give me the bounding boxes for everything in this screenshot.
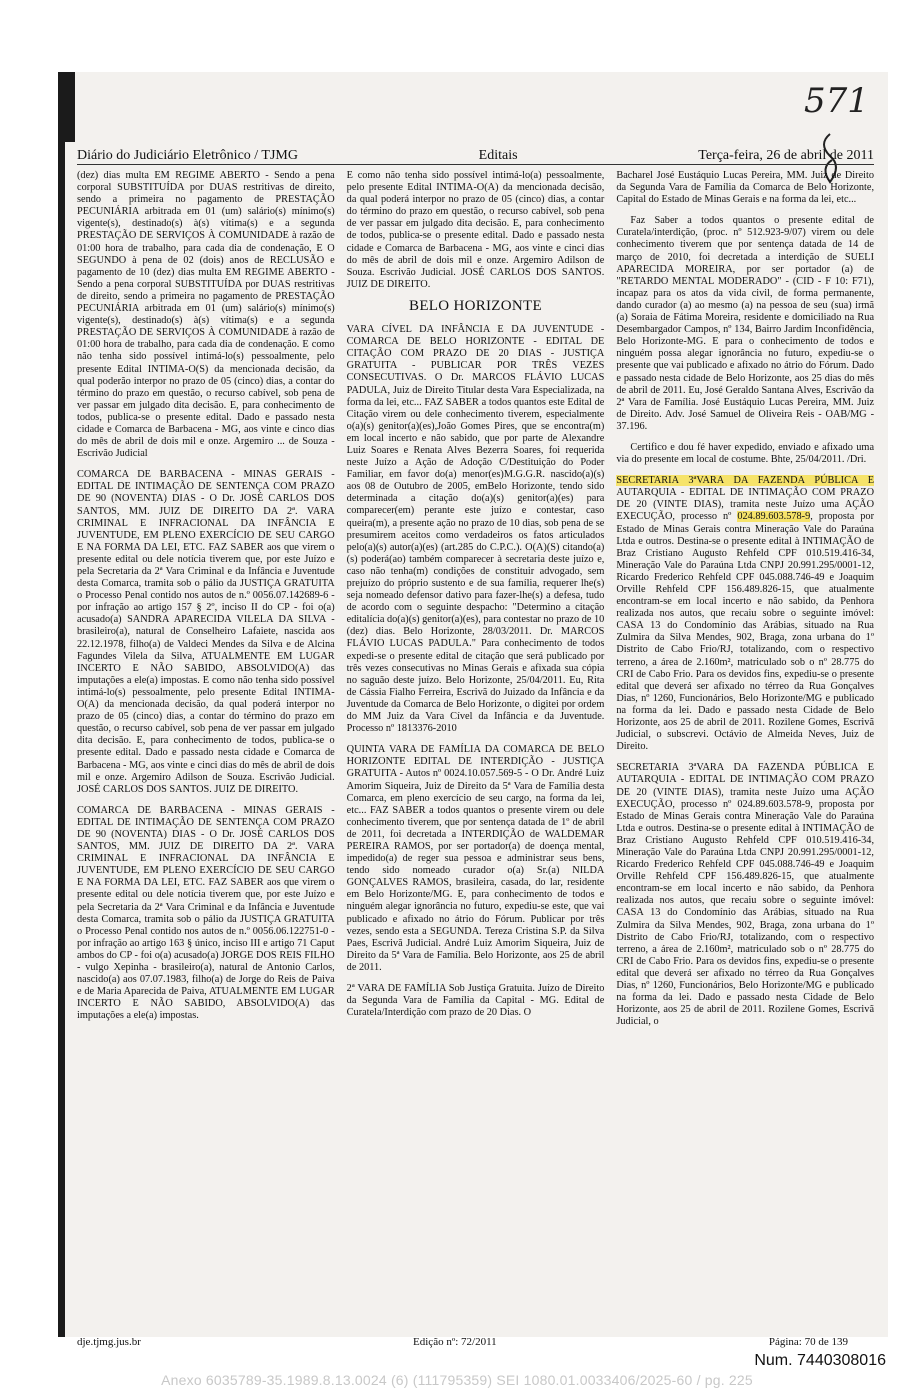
column-3: [616, 170, 874, 1320]
header-section: Editais: [478, 148, 518, 163]
edital-paragraph: E como não tenha sido possível intimá-lo(a) pessoalmente, pelo presente Edital INTIMA-O(A) da mencionada decisão, da qual poderá interpor no prazo de 05 (cinco) dias, a contar do término do prazo em questão, o recurso cabível, sob pena de ver passar em julgado dita decisão. E, para conhecimento de todos, publica-se o presente edital. Dado e passado nesta cidade e Comarca de Barbacena - MG, aos vinte e cinci dias do mês de abril de dois mil e onze. Argemiro Adilson de Souza. Escrivão Judicial. JOSÉ CARLOS DOS SANTOS. JUIZ DE DIREITO.: [346, 170, 605, 290]
edital-paragraph: COMARCA DE BARBACENA - MINAS GERAIS - EDITAL DE INTIMAÇÃO DE SENTENÇA COM PRAZO DE 90 (NOVENTA) DIAS - O Dr. JOSÉ CARLOS DOS SANTOS, MM. JUIZ DE DIREITO DA 2ª. VARA CRIMINAL E INFRACIONAL DA INFÂNCIA E JUVENTUDE, EM PLENO EXERCÍCIO DE SEU CARGO E NA FORMA DA LEI, ETC. FAZ SABER aos que virem o presente edital ou dele notícia tiverem que, por este Juízo e pela Secretaria da 2ª Vara Criminal e da Infância e Juventude desta Comarca, tramita sob o pálio da JUSTIÇA GRATUITA o Processo Penal contido nos autos de n.º 0056.06.122751-0 - por infração ao artigo 163 § único, inciso III e artigo 71 Caput ambos do CP - foi o(a) acusado(a) JORGE DOS REIS FILHO - vulgo Xepinha - brasileiro(a), natural de Antonio Carlos, nascido(a) aos 07.07.1983, filho(a) de Jorge do Reis de Paiva e de Maria Aparecida de Paiva, ATUALMENTE EM LUGAR INCERTO E NÃO SABIDO, ABSOLVIDO(A) das imputações a ele(a) impostas.: [77, 804, 335, 1022]
document-number-stamp: Num. 7440308016: [754, 1352, 886, 1369]
edital-paragraph: COMARCA DE BARBACENA - MINAS GERAIS - EDITAL DE INTIMAÇÃO DE SENTENÇA COM PRAZO DE 90 (NOVENTA) DIAS - O Dr. JOSÉ CARLOS DOS SANTOS, MM. JUIZ DE DIREITO DA 2ª. VARA CRIMINAL E INFRACIONAL DA INFÂNCIA E JUVENTUDE, EM PLENO EXERCÍCIO DE SEU CARGO E NA FORMA DA LEI, ETC. FAZ SABER aos que virem o presente edital ou dele notícia tiverem que, por este Juízo e pela Secretaria da 2ª Vara Criminal e da Infância e Juventude desta Comarca, tramita sob o pálio da JUSTIÇA GRATUITA o Processo Penal contido nos autos de n.º 0056.07.142689-6 - por infração ao artigo 157 § 2º, inciso II do CP - foi o(a) acusado(a) SANDRA APARECIDA VILELA DA SILVA - brasileiro(a), natural de Conselheiro Lafaiete, nascida aos 22.12.1978, filho(a) de Valdeci Mendes da Silva e de Alcina Fagundes Vilela da Silva, ATUALMENTE EM LUGAR INCERTO E NÃO SABIDO, ABSOLVIDO(A) das imputações a ele(a) impostas. E como não tenha sido possível intimá-lo(s) pessoalmente, pelo presente Edital INTIMA-O(A) da mencionada decisão, da qual poderá interpor no prazo de 05 (cinco) dias, a contar do término do prazo em questão, o recurso cabível, sob pena de ver passar em julgado dita decisão. E, para conhecimento de todos, publica-se o presente edital. Dado e passado nesta cidade e Comarca de Barbacena - MG, aos vinte e cinci dias do mês de abril de dois mil e onze. Argemiro Adilson de Souza. Escrivão Judicial. JOSÉ CARLOS DOS SANTOS. JUIZ DE DIREITO.: [77, 469, 335, 795]
edital-paragraph: VARA CÍVEL DA INFÂNCIA E DA JUVENTUDE - COMARCA DE BELO HORIZONTE - EDITAL DE CITAÇÃO COM PRAZO DE 20 DIAS - JUSTIÇA GRATUITA - PUBLICAR POR TRÊS VEZES CONSECUTIVAS. O Dr. MARCOS FLÁVIO LUCAS PADULA, Juiz de Direito Titular desta Vara Especializada, na forma da lei, etc... FAZ SABER a todos quantos este Edital de Citação virem ou dele conhecimento tiverem, especialmente o(a)(s) genitor(a)(es),João Gomes Pires, que se encontra(m) em local incerto e não sabido, que por parte de Alexandre Luiz Soares e Renata Alves Bezerra Soares, foi requerida neste Juízo a Ação de Adoção C/Destituição do Poder Familiar, em favor do(a) menor(es)M.G.G.R. nascido(a)(s) aos 08 de Outubro de 2005, emBelo Horizonte, tendo sido determinada a citação do(a)(s) genitor(a)(es) para comparecer(em) perante este juízo e contestar, caso queira(m), a presente ação no prazo de 10 dias, sob pena de se presumirem aceitos como verdadeiros os fatos articulados pelo(a)(s) autor(a)(es) (art.285 do C.P.C.). O(A)(S) citando(a)(s) poderá(ao) também comparecer à secretaria deste juízo e, caso não tenha(m) condições de constituir advogado, sem prejuízo do próprio sustento e de sua família, requerer lhe(s) seja nomeado defensor dativo para fazer-lhe(s) a defesa, tudo de acordo com o seguinte despacho: "Determino a citação editalícia do(a)(s) genitor(a)(es), para contestar no prazo de 10 (dez) dias. Belo Horizonte, 28/03/2011. Dr. MARCOS FLÁVIO LUCAS PADULA." Para conhecimento de todos expedi-se o presente edital de citação que será publicado por três vezes consecutivas no Minas Gerais e afixada sua cópia no saguão deste juízo. Belo Horizonte, 25/04/2011. Eu, Rita de Cássia Fialho Ferreira, Escrivã do Juizado da Infância e da Juventude da Comarca de Belo Horizonte, o digitei por ordem do MM Juiz da Vara Cível da Infância e da Juventude. Processo nº 1813376-2010: [346, 324, 605, 735]
page-header: [77, 144, 874, 165]
footer-edition: Edição nº: 72/2011: [413, 1336, 497, 1348]
edital-text: AUTARQUIA - EDITAL DE INTIMAÇÃO COM PRAZO DE 20 (VINTE DIAS), tramita neste Juízo uma AÇÃO EXECUÇÃO, processo nº: [616, 487, 875, 523]
scan-border-mark: [65, 72, 75, 142]
highlighted-heading: SECRETARIA 3ªVARA DA FAZENDA PÚBLICA E: [616, 475, 875, 487]
footer-page-number: Página: 70 de 139: [768, 1336, 848, 1348]
section-title: BELO HORIZONTE: [409, 297, 542, 314]
text-columns: [77, 170, 874, 1320]
highlighted-process-number: 024.89.603.578-9: [737, 511, 811, 523]
sei-reference-line: Anexo 6035789-35.1989.8.13.0024 (6) (111795359) SEI 1080.01.0033406/2025-60 / pg. 225: [161, 1372, 753, 1388]
edital-paragraph: 2ª VARA DE FAMÍLIA Sob Justiça Gratuita. Juízo de Direito da Segunda Vara de Família da Capital - MG. Edital de Curatela/Interdição com prazo de 20 Dias. O: [346, 983, 605, 1019]
edital-paragraph: (dez) dias multa EM REGIME ABERTO - Sendo a pena corporal SUBSTITUÍDA por DUAS restritivas de direito, sendo a primeira no pagamento de PRESTAÇÃO PECUNIÁRIA arbitrada em 01 (um) salário(s) mínimo(s) vigente(s), destinado(s) à(s) vítima(s) e a segunda PRESTAÇÃO DE SERVIÇOS À COMUNIDADE à razão de 01:00 hora de trabalho, para cada dia de condenação, E O SEGUNDO à pena de 02 (dois) anos de RECLUSÃO e pagamento de 10 (dez) dias multa EM REGIME ABERTO - Sendo a pena corporal SUBSTITUÍDA por DUAS restritivas de direito, sendo a primeira no pagamento de PRESTAÇÃO PECUNIÁRIA arbitrada em 01 (um) salário(s) mínimo(s) vigente(s), destinado(s) à(s) vítima(s) e a segunda PRESTAÇÃO DE SERVIÇOS À COMUNIDADE à razão de 01:00 hora de trabalho, para cada dia de condenação. E como não tenha sido possível intimá-lo(s) pessoalmente, pelo presente Edital INTIMA-O(S) da mencionada decisão, da qual poderão interpor no prazo de 05 (cinco) dias, a contar do término do prazo em questão, o recurso cabível, sob pena de ver passar em julgado dita decisão. E, para conhecimento de todos, publica-se o presente edital. Dado e passado nesta cidade e Comarca de Barbacena - MG, aos vinte e cinco dias do mês de abril de dois mil e onze. Argemiro ... de Souza - Escrivão Judicial: [77, 170, 335, 460]
header-journal-title: Diário do Judiciário Eletrônico / TJMG: [77, 148, 298, 163]
edital-paragraph: QUINTA VARA DE FAMÍLIA DA COMARCA DE BELO HORIZONTE EDITAL DE INTERDIÇÃO - JUSTIÇA GRATUITA - Autos nº 0024.10.057.569-5 - O Dr. André Luiz Amorim Siqueira, Juiz de Direito da 5ª Vara de Família desta Comarca, em pleno exercício de seu cargo, na forma da lei, etc... FAZ SABER a todos quantos o presente virem ou dele conhecimento tiverem, que por sentença datada de 1º de abril de 2011, foi decretada a INTERDIÇÃO de WALDEMAR PEREIRA RAMOS, por ser portador(a) de doença mental, impedido(a) de reger sua pessoa e administrar seus bens, tendo sido nomeado curador o(a) Sr.(a) NILDA GONÇALVES RAMOS, brasileira, casada, do lar, residente em Belo Horizonte/MG. E, para conhecimento de todos e ninguém alegar ignorância no futuro, expediu-se este, que vai publicado e afixado no átrio do Fórum. Publicar por três vezes, sendo esta a SEGUNDA. Tereza Cristina S.P. da Silva Paes, Escrivã Judicial. André Luiz Amorim Siqueira, Juiz de Direito da 5ª Vara de Família. Belo Horizonte, aos 25 de abril de 2011.: [346, 744, 605, 973]
highlighted-edital: [616, 475, 874, 753]
edital-paragraph: SECRETARIA 3ªVARA DA FAZENDA PÚBLICA E AUTARQUIA - EDITAL DE INTIMAÇÃO COM PRAZO DE 20 (VINTE DIAS), tramita neste Juízo uma AÇÃO EXECUÇÃO, processo nº 024.89.603.578-9, proposta por Estado de Minas Gerais contra Mineração Vale do Paraúna Ltda e outros. Destina-se o presente edital à INTIMAÇÃO de Braz Cristiano Augusto Rehfeld CPF 010.519.416-34, Mineração Vale do Paraúna Ltda CNPJ 20.991.295/0001-12, Ricardo Frederico Rehfeld CPF 045.088.746-49 e Joaquim Orville Rehfeld CPF 156.489.826-15, que atualmente encontram-se em local incerto e não sabido, da Penhora realizada nos autos, que recaiu sobre o seguinte imóvel: CASA 13 do Condomínio das Arábias, situado na Rua Zulmira da Silva Mendes, 902, Braga, zona urbana do 1º Distrito de Cabo Frio/RJ, totalizando, com o respectivo terreno, a área de 2.160m², matriculado sob o nº 28.775 do CRI de Cabo Frio. Para os devidos fins, expediu-se o presente edital que deverá ser afixado no térreo da Rua Gonçalves Dias, nº 1260, Funcionários, Belo Horizonte/MG e publicado na forma da lei. Dado e passado nesta Cidade de Belo Horizonte, aos 25 de abril de 2011. Rozilene Gomes, Escrivã Judicial, o: [616, 762, 875, 1028]
scanned-page: [58, 72, 888, 1348]
edital-paragraph: Faz Saber a todos quantos o presente edital de Curatela/interdição, (proc. nº 512.923-9/07) virem ou dele conhecimento tiverem que por sentença datada de 14 de março de 2010, foi decretada a interdição de SUELI APARECIDA MOREIRA, por ser portador (a) de "RETARDO MENTAL MODERADO" - (CID - F 10: F71), incapaz para os atos da vida civil, de forma permanente, dando curador (a) ao mesmo (a) na pessoa de seu (sua) irmã (a) Soraia de Fátima Moreira, residente e domiciliado na Rua Desembargador Campos, nº 134, Bairro Jardim Inconfidência, Belo Horizonte-MG. E para o conhecimento de todos e ninguém possa alegar ignorância no futuro, expediu-se o presente que vai publicado e afixado no átrio do Fórum. Dado e passado nesta cidade de Belo Horizonte, aos 25 dias do mês de abril de 2011. Eu, José Geraldo Santana Alves, Escrivão da 2ª Vara de Família. José Eustáquio Lucas Pereira, MM. Juiz de Direito. Adv. José Samuel de Oliveira Reis - OAB/MG - 37.196.: [616, 215, 875, 432]
footer-website: dje.tjmg.jus.br: [77, 1336, 141, 1348]
page-footer: [77, 1336, 848, 1356]
column-2: [347, 170, 605, 1320]
edital-paragraph: Certifico e dou fé haver expedido, enviado e afixado uma via do presente em local de costume. Bhte, 25/04/2011. /Dri.: [616, 441, 875, 466]
header-date: Terça-feira, 26 de abril de 2011: [698, 148, 874, 163]
handwritten-number: 571: [804, 81, 869, 121]
edital-text: , proposta por Estado de Minas Gerais contra Mineração Vale do Paraúna Ltda e outros. Destina-se o presente edital à INTIMAÇÃO de Braz Cristiano Augusto Rehfeld CPF 010.519.416-34, Mineração Vale do Paraúna Ltda CNPJ 20.991.295/0001-12, Ricardo Frederico Rehfeld CPF 045.088.746-49 e Joaquim Orville Rehfeld CPF 156.489.826-15, que atualmente encontram-se em local incerto e não sabido, da Penhora realizada nos autos, que recaiu sobre o seguinte imóvel: CASA 13 do Condomínio das Arábias, situado na Rua Zulmira da Silva Mendes, 902, Braga, zona urbana do 1º Distrito de Cabo Frio/RJ, totalizando, com o respectivo terreno, a área de 2.160m², matriculado sob o nº 28.775 do CRI de Cabo Frio. Para os devidos fins, expediu-se o presente edital que deverá ser afixado no térreo da Rua Gonçalves Dias, nº 1260, Funcionários, Belo Horizonte/MG e publicado na forma da lei. Dado e passado nesta Cidade de Belo Horizonte, aos 25 de abril de 2011. Rozilene Gomes, Escrivã Judicial, o subscrevi. Octávio de Almeida Neves, Juiz de Direito.: [616, 511, 875, 753]
column-1: [77, 170, 335, 1320]
edital-paragraph: Bacharel José Eustáquio Lucas Pereira, MM. Juiz de Direito da Segunda Vara de Família da Comarca de Belo Horizonte, Capital do Estado de Minas Gerais e na forma da lei, etc...: [616, 170, 875, 206]
